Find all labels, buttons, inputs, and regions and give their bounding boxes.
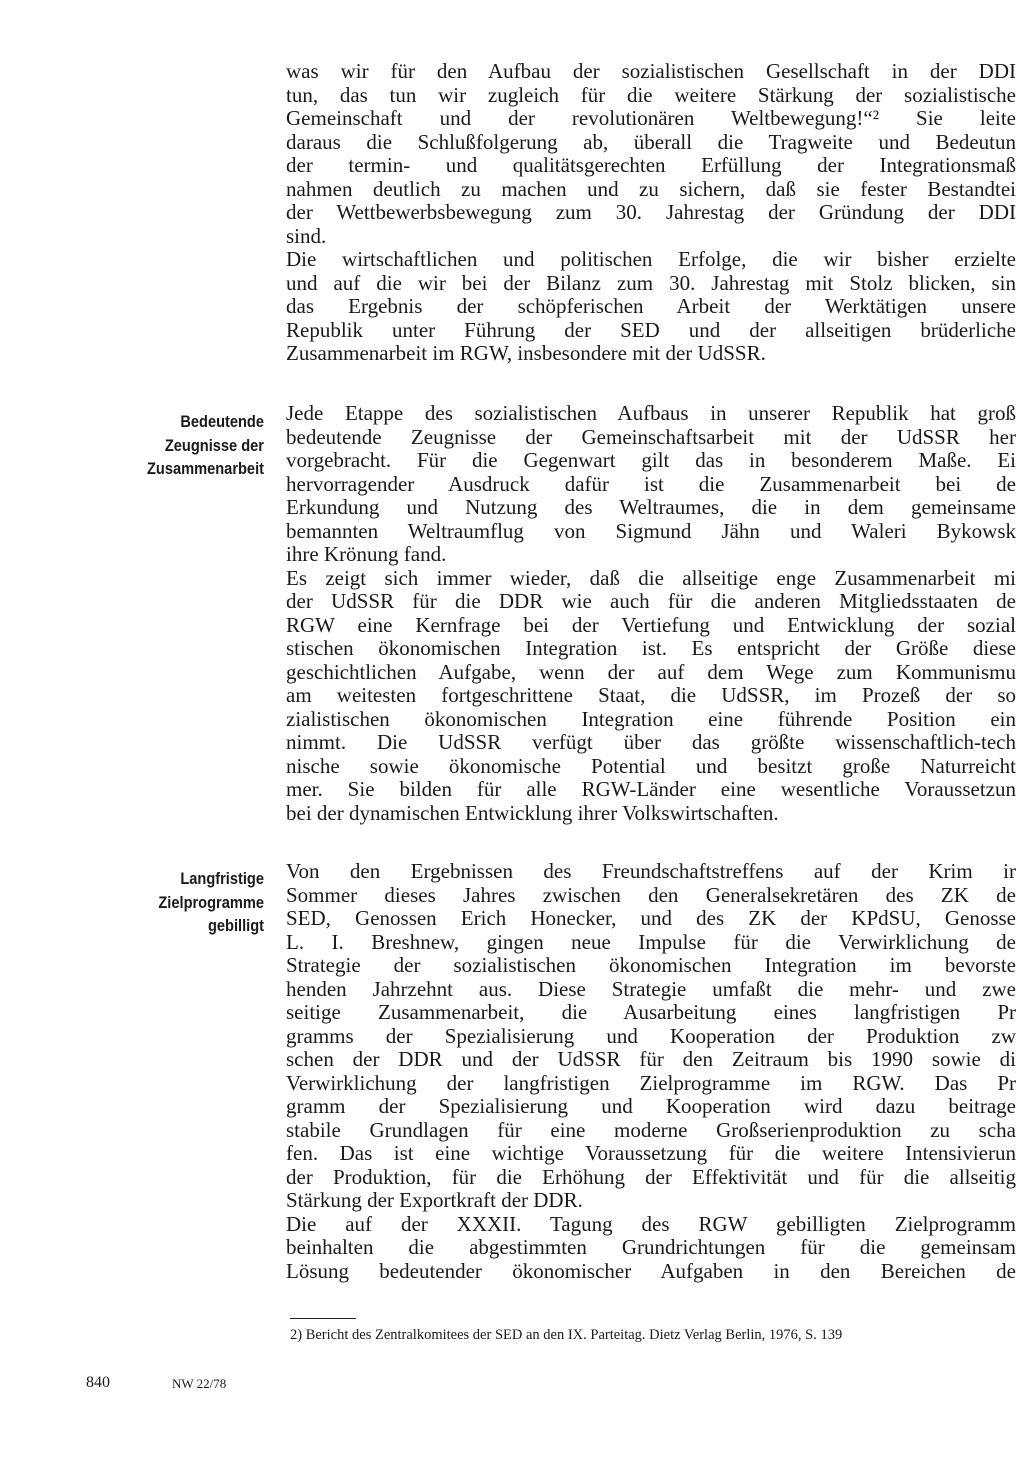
text-line: der UdSSR für die DDR wie auch für die anderen Mitgliedsstaaten de — [286, 590, 1016, 613]
text-line: SED, Genossen Erich Honecker, und des ZK der KPdSU, Genosse — [286, 907, 1016, 930]
text-line: Sommer dieses Jahres zwischen den Generalsekretären des ZK de — [286, 883, 1016, 907]
text-line: der termin- und qualitätsgerechten Erfüllung der Integrationsmaß — [286, 154, 1016, 177]
text-line: Zusammenarbeit im RGW, insbesondere mit der UdSSR. — [286, 342, 766, 365]
margin-heading-1 — [123, 410, 264, 481]
text-line: beinhalten die abgestimmten Grundrichtungen für die gemeinsam — [286, 1236, 1016, 1259]
page-number: 840 — [86, 1374, 110, 1391]
margin-heading-line: Zielprogramme — [158, 892, 264, 912]
text-line: nimmt. Die UdSSR verfügt über das größte wissenschaftlich-tech — [286, 731, 1016, 754]
footnote: 2) Bericht des Zentralkomitees der SED an den IX. Parteitag. Dietz Verlag Berlin, 1976, S. 139 — [290, 1327, 843, 1343]
text-line: Die wirtschaftlichen und politischen Erfolge, die wir bisher erzielte — [286, 248, 1016, 271]
text-line: stischen ökonomischen Integration ist. Es entspricht der Größe diese — [286, 637, 1016, 660]
text-line: tun, das tun wir zugleich für die weitere Stärkung der sozialistische — [286, 83, 1016, 107]
text-line: was wir für den Aufbau der sozialistischen Gesellschaft in der DDI — [286, 60, 1016, 83]
text-line: Verwirklichung der langfristigen Zielprogramme im RGW. Das Pr — [286, 1071, 1016, 1095]
text-line: Strategie der sozialistischen ökonomischen Integration im bevorste — [286, 954, 1016, 977]
text-line: hervorragender Ausdruck dafür ist die Zusammenarbeit bei de — [286, 472, 1016, 496]
text-line: bedeutende Zeugnisse der Gemeinschaftsarbeit mit der UdSSR her — [286, 425, 1016, 449]
text-line: Die auf der XXXII. Tagung des RGW gebilligten Zielprogramm — [286, 1212, 1016, 1236]
margin-heading-2 — [123, 867, 264, 938]
text-line: Von den Ergebnissen des Freundschaftstreffens auf der Krim ir — [286, 860, 1016, 883]
text-line: sind. — [286, 224, 327, 248]
margin-heading-line: Bedeutende — [180, 412, 264, 431]
text-line: seitige Zusammenarbeit, die Ausarbeitung eines langfristigen Pr — [286, 1001, 1016, 1024]
text-line: der Wettbewerbsbewegung zum 30. Jahrestag der Gründung der DDI — [286, 201, 1016, 224]
text-line: RGW eine Kernfrage bei der Vertiefung und Entwicklung der sozial — [286, 613, 1016, 637]
text-line: vorgebracht. Für die Gegenwart gilt das in besonderem Maße. Ei — [286, 449, 1016, 472]
text-line: gramms der Spezialisierung und Kooperation der Produktion zw — [286, 1024, 1016, 1048]
text-line: stabile Grundlagen für eine moderne Großserienproduktion zu scha — [286, 1118, 1016, 1142]
paragraph-section-1 — [286, 402, 1016, 825]
margin-heading-line: Zusammenarbeit — [146, 459, 264, 478]
text-line: und auf die wir bei der Bilanz zum 30. Jahrestag mit Stolz blicken, sin — [286, 271, 1016, 295]
text-line: geschichtlichen Aufgabe, wenn der auf dem Wege zum Kommunismu — [286, 660, 1016, 684]
text-line: Republik unter Führung der SED und der allseitigen brüderliche — [286, 318, 1016, 342]
text-line: Es zeigt sich immer wieder, daß die allseitige enge Zusammenarbeit mi — [286, 566, 1016, 590]
text-line: fen. Das ist eine wichtige Voraussetzung für die weitere Intensivierun — [286, 1142, 1016, 1165]
text-line: das Ergebnis der schöpferischen Arbeit der Werktätigen unsere — [286, 295, 1016, 318]
text-line: der Produktion, für die Erhöhung der Effektivität und für die allseitig — [286, 1165, 1016, 1189]
text-line: gramm der Spezialisierung und Kooperation wird dazu beitrage — [286, 1095, 1016, 1118]
text-line: Erkundung und Nutzung des Weltraumes, die in dem gemeinsame — [286, 496, 1016, 519]
journal-reference: NW 22/78 — [172, 1376, 227, 1391]
text-line: Lösung bedeutender ökonomischer Aufgaben in den Bereichen de — [286, 1259, 1016, 1283]
text-line: am weitesten fortgeschrittene Staat, die UdSSR, im Prozeß der so — [286, 684, 1016, 707]
text-line: Gemeinschaft und der revolutionären Weltbewegung!“² Sie leite — [286, 107, 1016, 130]
margin-heading-line: Zeugnisse der — [164, 435, 264, 455]
text-line: daraus die Schlußfolgerung ab, überall die Tragweite und Bedeutun — [286, 130, 1016, 154]
margin-heading-line: Langfristige — [180, 869, 264, 888]
footnote-rule — [290, 1318, 356, 1319]
text-line: ihre Krönung fand. — [286, 543, 447, 566]
text-line: henden Jahrzehnt aus. Diese Strategie umfaßt die mehr- und zwe — [286, 977, 1016, 1001]
text-line: mer. Sie bilden für alle RGW-Länder eine wesentliche Voraussetzun — [286, 778, 1016, 801]
text-line: bemannten Weltraumflug von Sigmund Jähn und Waleri Bykowsk — [286, 519, 1016, 543]
text-line: bei der dynamischen Entwicklung ihrer Volkswirtschaften. — [286, 801, 779, 825]
text-line: schen der DDR und der UdSSR für den Zeitraum bis 1990 sowie di — [286, 1048, 1016, 1071]
text-line: Jede Etappe des sozialistischen Aufbaus in unserer Republik hat groß — [286, 402, 1016, 425]
paragraph-intro — [286, 60, 1016, 366]
text-line: Stärkung der Exportkraft der DDR. — [286, 1189, 583, 1212]
paragraph-section-2 — [286, 860, 1016, 1283]
text-line: zialistischen ökonomischen Integration eine führende Position ein — [286, 707, 1016, 731]
margin-heading-line: gebilligt — [207, 916, 264, 935]
text-line: nahmen deutlich zu machen und zu sichern, daß sie fester Bestandtei — [286, 177, 1016, 201]
text-line: nische sowie ökonomische Potential und besitzt große Naturreicht — [286, 754, 1016, 778]
text-line: L. I. Breshnew, gingen neue Impulse für die Verwirklichung de — [286, 930, 1016, 954]
